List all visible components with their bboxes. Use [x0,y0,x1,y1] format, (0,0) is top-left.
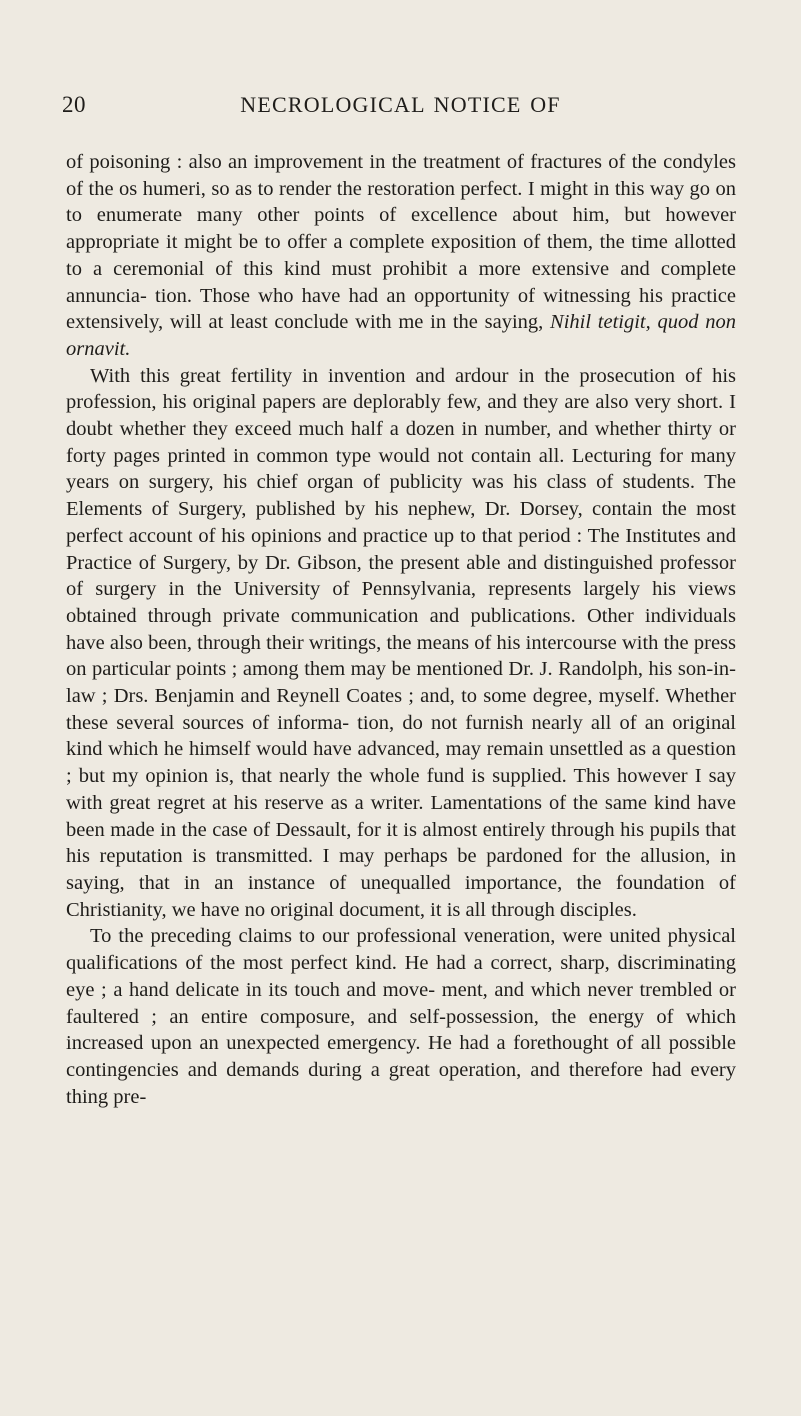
page-number: 20 [62,92,86,117]
page-header [0,92,801,122]
paragraph-2: With this great fertility in invention and ardour in the prosecution of his profession, his original papers are deplorably few, and they are also very short. I doubt whether they exceed much half a dozen in number, and whether thirty or forty pages printed in common type would not contain all. Lecturing for many years on surgery, his chief organ of publicity was his class of students. The Elements of Surgery, published by his nephew, Dr. Dorsey, contain the most perfect account of his opinions and practice up to that period : The Institutes and Practice of Surgery, by Dr. Gibson, the present able and distinguished professor of surgery in the University of Pennsylvania, represents largely his views obtained through private communication and publications. Other individuals have also been, through their writings, the means of his intercourse with the press on particular points ; among them may be mentioned Dr. J. Randolph, his son-in-law ; Drs. Benjamin and Reynell Coates ; and, to some degree, myself. Whether these several sources of informa- tion, do not furnish nearly all of an original kind which he himself would have advanced, may remain unsettled as a question ; but my opinion is, that nearly the whole fund is supplied. This however I say with great regret at his reserve as a writer. Lamentations of the same kind have been made in the case of Dessault, for it is almost entirely through his pupils that his reputation is transmitted. I may perhaps be pardoned for the allusion, in saying, that in an instance of unequalled importance, the foundation of Christianity, we have no original document, it is all through disciples. [66,364,736,921]
paragraph-1 [66,149,736,363]
latin-quote: Nihil tetigit, quod non ornavit. [66,311,736,360]
body-text [66,149,736,1110]
running-head: NECROLOGICAL NOTICE OF [240,92,561,117]
paragraph-3: To the preceding claims to our professional veneration, were united physical qualifications of the most perfect kind. He had a correct, sharp, discriminating eye ; a hand delicate in its touch and move- ment, and which never trembled or faultered ; an entire composure, and self-possession, the energy of which increased upon an unexpected emergency. He had a forethought of all possible contingencies and demands during a great operation, and therefore had every thing pre- [66,925,736,1108]
paragraph-1-text: of poisoning : also an improvement in the treatment of fractures of the condyles of the os humeri, so as to render the restoration perfect. I might in this way go on to enumerate many other points of excellence about him, but however appropriate it might be to offer a complete exposition of them, the time allotted to a ceremonial of this kind must prohibit a more extensive and complete annuncia- tion. Those who have had an opportunity of witnessing his practice extensively, will at least conclude with me in the saying, [66,151,736,334]
